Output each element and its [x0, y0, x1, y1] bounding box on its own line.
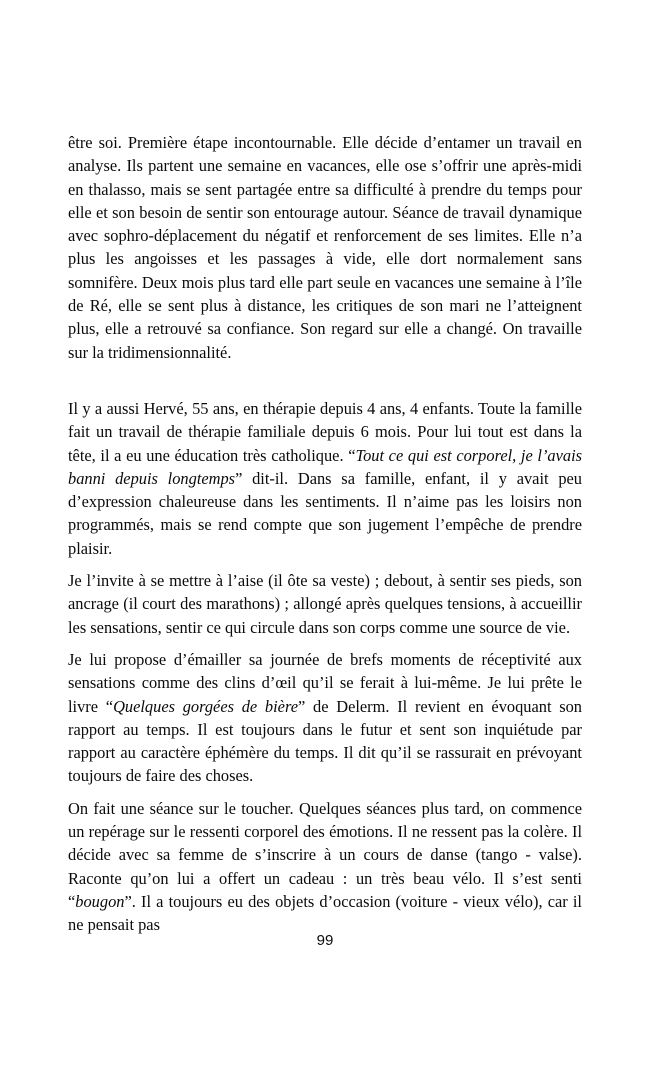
paragraph-4-book-title-italic: Quelques gorgées de bière — [113, 696, 299, 716]
paragraph-5-quote-italic: bougon — [75, 891, 125, 911]
paragraph-3: Je l’invite à se mettre à l’aise (il ôte sa veste) ; debout, à sentir ses pieds, son ancrage (il court des marathons) ; allongé après quelques tensions, à accueillir les sensations, sentir ce qui circule dans son corps comme une source de vie. — [68, 571, 582, 637]
paragraph-5-segment-normal-1: On fait une séance sur le toucher. Quelques séances plus tard, on commence un repérage sur le ressenti corporel des émotions. Il ne ressent pas la colère. Il décide avec sa femme de s’inscrire à un cours de danse (tango - valse). Raconte qu’on lui a offert un cadeau : un très beau vélo. Il s’est senti “ — [68, 798, 582, 911]
paragraph-4 — [68, 648, 582, 788]
paragraph-4-segment-normal-2: ” de Delerm. Il revient en évoquant son rapport au temps. Il est toujours dans le futur et sent son inquiétude par rapport au caractère éphémère du temps. Il dit qu’il se rassurait en prévoyant toujours de faire des choses. — [68, 696, 583, 786]
paragraph-4-segment-normal-1: Je lui propose d’émailler sa journée de brefs moments de réceptivité aux sensations comme des clins d’œil qu’il se ferait à lui-même. Je lui prête le livre “ — [68, 649, 582, 716]
paragraph-5-segment-normal-2: ”. Il a toujours eu des objets d’occasion (voiture - vieux vélo), car il ne pensait pas — [68, 891, 582, 935]
paragraph-5 — [68, 797, 582, 937]
body-text-column — [68, 98, 582, 937]
paragraph-1: être soi. Première étape incontournable. Elle décide d’entamer un travail en analyse. Ils partent une semaine en vacances, elle ose s’offrir une après-midi en thalasso, mais se sent partagée entre sa difficulté à prendre du temps pour elle et son besoin de sentir son entourage autour. Séance de travail dynamique avec sophro-déplacement du négatif et renforcement de ses limites. Elle n’a plus les angoisses et les passages à vide, elle dort normalement sans somnifère. Deux mois plus tard elle part seule en vacances une semaine à l’île de Ré, elle se sent plus à distance, les critiques de son mari ne l’atteignent plus, elle a retrouvé sa confiance. Son regard sur elle a changé. On travaille sur la tridimensionnalité. — [68, 133, 582, 362]
page-number: 99 — [316, 932, 334, 949]
paragraph-2-segment-normal-2: ” dit-il. Dans sa famille, enfant, il y avait peu d’expression chaleureuse dans les sentiments. Il n’aime pas les loisirs non programmés, mais se rend compte que son jugement l’empêche de prendre plaisir. — [68, 468, 582, 558]
paragraph-2 — [68, 397, 582, 560]
paragraph-2-segment-normal-1: Il y a aussi Hervé, 55 ans, en thérapie depuis 4 ans, 4 enfants. Toute la famille fait un travail de thérapie familiale depuis 6 mois. Pour lui tout est dans la tête, il a eu une éducation très catholique. “ — [68, 398, 582, 465]
paragraph-2-quote-italic: Tout ce qui est corporel, je l’avais banni depuis longtemps — [68, 445, 583, 488]
